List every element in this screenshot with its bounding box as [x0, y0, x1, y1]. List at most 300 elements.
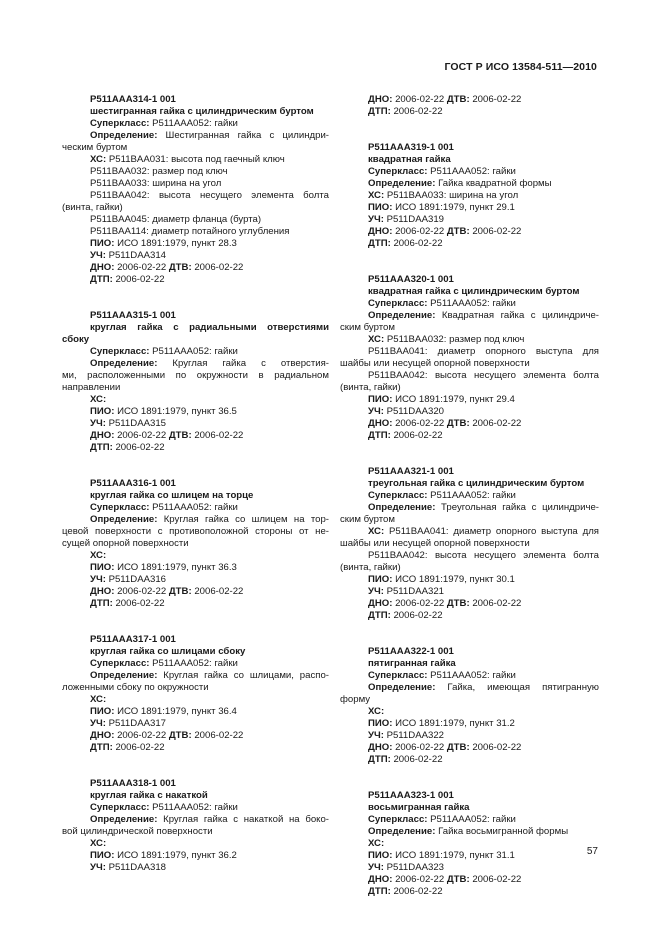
field-label: Определение:: [90, 130, 158, 141]
field-label: ДНО:: [90, 262, 115, 273]
field-value: 2006-02-22: [191, 586, 244, 597]
entry-line: [340, 274, 599, 286]
field-label: Суперкласс:: [368, 670, 428, 681]
field-label: ДТВ:: [446, 742, 470, 753]
entry-line: [62, 838, 329, 850]
field-value: 2006-02-22: [392, 226, 447, 237]
entry-line: [340, 754, 599, 766]
field-value: круглая гайка с накаткой: [90, 790, 208, 801]
entry-line: [340, 322, 599, 334]
field-value: Гайка восьмигранной формы: [435, 826, 569, 837]
entry-line: [340, 238, 599, 250]
field-label: ХС:: [368, 526, 385, 537]
entry-line: [340, 514, 599, 526]
left-column: [62, 94, 329, 898]
field-label: ДТП:: [368, 886, 391, 897]
field-label: УЧ:: [368, 406, 384, 417]
entry-line: [340, 658, 599, 670]
entry-line: [62, 358, 329, 370]
field-value: P511AAA315-1 001: [90, 310, 176, 321]
field-value: P511AAA319-1 001: [368, 142, 454, 153]
entry-line: [340, 418, 599, 430]
field-value: 2006-02-22: [114, 262, 169, 273]
field-value: Гайка, имеющая пятигранную: [435, 682, 599, 693]
field-value: P511BAA045: диаметр фланца (бурта): [90, 214, 262, 225]
entry-line: [340, 526, 599, 538]
entry-line: [62, 682, 329, 694]
field-label: УЧ:: [368, 730, 384, 741]
entry-line: [62, 442, 329, 454]
field-label: ДТП:: [368, 430, 391, 441]
field-value: P511AAA052: гайки: [149, 802, 238, 813]
field-value: пятигранная гайка: [368, 658, 456, 669]
field-value: P511DAA319: [383, 214, 444, 225]
entry-line: [62, 742, 329, 754]
entry-line: [340, 850, 599, 862]
field-value: P511DAA317: [105, 718, 166, 729]
entry-line: [62, 190, 329, 202]
field-label: ДНО:: [90, 586, 115, 597]
entry-line: [62, 166, 329, 178]
entry-line: [62, 94, 329, 106]
field-label: ДТВ:: [168, 586, 192, 597]
field-value: P511BAA042: высота несущего элемента болта: [368, 370, 599, 381]
entry-line: [340, 742, 599, 754]
field-value: ИСО 1891:1979, пункт 36.4: [114, 706, 237, 717]
field-value: P511BAA033: ширина на угол: [90, 178, 222, 189]
field-value: сбоку: [62, 334, 90, 345]
field-label: УЧ:: [90, 862, 106, 873]
field-value: ИСО 1891:1979, пункт 28.3: [114, 238, 237, 249]
entry-line: [340, 610, 599, 622]
entry-line: [62, 118, 329, 130]
field-value: направлении: [62, 382, 121, 393]
entry-line: [62, 634, 329, 646]
entry-line: [62, 490, 329, 502]
entry-line: [340, 838, 599, 850]
field-label: Суперкласс:: [90, 502, 150, 513]
field-label: ПИО:: [90, 706, 115, 717]
field-value: 2006-02-22: [112, 274, 165, 285]
field-label: ДТП:: [368, 754, 391, 765]
field-value: P511AAA052: гайки: [149, 118, 238, 129]
field-label: Определение:: [368, 682, 436, 693]
field-label: Определение:: [368, 178, 436, 189]
field-value: P511BAA114: диаметр потайного углубления: [90, 226, 290, 237]
field-label: УЧ:: [368, 214, 384, 225]
entry-line: [62, 406, 329, 418]
entry-line: [62, 430, 329, 442]
field-value: ИСО 1891:1979, пункт 36.5: [114, 406, 237, 417]
field-value: 2006-02-22: [191, 430, 244, 441]
entry-line: [340, 94, 599, 106]
entry-line: [340, 154, 599, 166]
entry-line: [62, 238, 329, 250]
field-value: 2006-02-22: [112, 598, 165, 609]
field-label: Суперкласс:: [90, 802, 150, 813]
field-value: 2006-02-22: [114, 430, 169, 441]
field-value: 2006-02-22: [112, 742, 165, 753]
catalog-entry: [340, 94, 599, 118]
field-value: шайбы или несущей опорной поверхности: [340, 358, 530, 369]
field-label: Суперкласс:: [90, 118, 150, 129]
field-value: P511BAA042: высота несущего элемента болта: [368, 550, 599, 561]
field-value: 2006-02-22: [469, 418, 522, 429]
entry-line: [62, 694, 329, 706]
entry-line: [62, 862, 329, 874]
field-label: ПИО:: [368, 718, 393, 729]
field-value: P511BAA041: диаметр опорного выступа для: [368, 346, 599, 357]
catalog-entry: [340, 142, 599, 250]
field-value: P511BAA031: высота под гаечный ключ: [106, 154, 285, 165]
field-label: ДНО:: [368, 874, 393, 885]
entry-line: [340, 178, 599, 190]
field-value: Гайка квадратной формы: [435, 178, 552, 189]
field-value: Круглая гайка со шлицем на тор-: [157, 514, 329, 525]
entry-line: [62, 394, 329, 406]
field-label: ХС:: [90, 838, 107, 849]
field-value: P511AAA052: гайки: [427, 298, 516, 309]
field-label: Определение:: [368, 826, 436, 837]
field-label: Определение:: [90, 670, 158, 681]
field-value: 2006-02-22: [392, 874, 447, 885]
entry-line: [62, 502, 329, 514]
field-label: УЧ:: [368, 586, 384, 597]
field-value: цевой поверхности с противоположной стороны от не-: [62, 526, 329, 537]
field-label: ДНО:: [368, 742, 393, 753]
catalog-entry: [340, 466, 599, 622]
entry-line: [62, 718, 329, 730]
entry-line: [340, 814, 599, 826]
field-value: ИСО 1891:1979, пункт 29.4: [392, 394, 515, 405]
field-value: P511DAA315: [105, 418, 166, 429]
entry-line: [62, 106, 329, 118]
entry-line: [340, 706, 599, 718]
field-value: 2006-02-22: [390, 886, 443, 897]
field-value: 2006-02-22: [469, 874, 522, 885]
entry-line: [62, 574, 329, 586]
field-label: ХС:: [368, 190, 385, 201]
entry-line: [62, 826, 329, 838]
field-value: шайбы или несущей опорной поверхности: [340, 538, 530, 549]
field-value: P511AAA052: гайки: [427, 670, 516, 681]
field-value: P511DAA318: [105, 862, 166, 873]
field-value: P511AAA052: гайки: [149, 346, 238, 357]
entry-line: [340, 502, 599, 514]
entry-line: [62, 418, 329, 430]
field-value: P511DAA316: [105, 574, 166, 585]
field-label: ПИО:: [368, 574, 393, 585]
entry-line: [62, 550, 329, 562]
field-value: Треугольная гайка с цилиндриче-: [435, 502, 599, 513]
field-value: P511AAA320-1 001: [368, 274, 454, 285]
field-value: P511AAA052: гайки: [427, 166, 516, 177]
field-label: ДТВ:: [446, 226, 470, 237]
field-label: ХС:: [368, 334, 385, 345]
entry-line: [340, 886, 599, 898]
entry-line: [340, 802, 599, 814]
entry-line: [62, 478, 329, 490]
field-label: УЧ:: [90, 418, 106, 429]
entry-line: [62, 130, 329, 142]
field-label: ПИО:: [90, 238, 115, 249]
entry-line: [62, 646, 329, 658]
catalog-entry: [62, 478, 329, 610]
entry-line: [62, 730, 329, 742]
field-label: ПИО:: [90, 562, 115, 573]
field-value: P511DAA314: [105, 250, 166, 261]
field-label: ДТВ:: [446, 598, 470, 609]
field-label: ДНО:: [90, 730, 115, 741]
field-value: ческим буртом: [62, 142, 128, 153]
entry-line: [62, 250, 329, 262]
entry-line: [340, 226, 599, 238]
entry-line: [340, 358, 599, 370]
entry-line: [62, 370, 329, 382]
field-value: (винта, гайки): [340, 382, 401, 393]
field-label: УЧ:: [90, 718, 106, 729]
field-value: 2006-02-22: [390, 106, 443, 117]
entry-line: [340, 538, 599, 550]
entry-line: [62, 178, 329, 190]
field-value: восьмигранная гайка: [368, 802, 470, 813]
entry-line: [340, 826, 599, 838]
field-value: P511AAA052: гайки: [149, 502, 238, 513]
field-label: ДТП:: [368, 610, 391, 621]
field-value: (винта, гайки): [340, 562, 401, 573]
field-label: ХС:: [368, 838, 385, 849]
entry-line: [62, 154, 329, 166]
field-value: P511DAA322: [383, 730, 444, 741]
field-value: 2006-02-22: [469, 742, 522, 753]
entry-line: [340, 682, 599, 694]
field-value: P511DAA320: [383, 406, 444, 417]
entry-line: [340, 478, 599, 490]
entry-line: [62, 706, 329, 718]
field-value: P511BAA042: высота несущего элемента болта: [90, 190, 329, 201]
entry-line: [340, 430, 599, 442]
field-value: ми, расположенными по окружности в радиальном: [62, 370, 329, 381]
entry-line: [340, 550, 599, 562]
field-label: ПИО:: [368, 202, 393, 213]
field-label: ДТП:: [90, 742, 113, 753]
entry-line: [62, 346, 329, 358]
entry-line: [62, 274, 329, 286]
field-value: P511BAA041: диаметр опорного выступа для: [384, 526, 599, 537]
entry-line: [340, 490, 599, 502]
field-label: ДТП:: [90, 598, 113, 609]
document-header: ГОСТ Р ИСО 13584-511—2010: [444, 61, 597, 73]
entry-line: [340, 646, 599, 658]
field-value: шестигранная гайка с цилиндрическим буртом: [90, 106, 314, 117]
entry-line: [340, 190, 599, 202]
field-value: 2006-02-22: [191, 262, 244, 273]
field-value: 2006-02-22: [392, 418, 447, 429]
field-value: Квадратная гайка с цилиндриче-: [435, 310, 599, 321]
field-value: 2006-02-22: [390, 610, 443, 621]
field-value: круглая гайка со шлицем на торце: [90, 490, 254, 501]
field-label: Суперкласс:: [90, 658, 150, 669]
field-value: P511AAA314-1 001: [90, 94, 176, 105]
field-value: (винта, гайки): [62, 202, 123, 213]
field-value: вой цилиндрической поверхности: [62, 826, 213, 837]
entry-line: [340, 874, 599, 886]
field-value: ИСО 1891:1979, пункт 36.3: [114, 562, 237, 573]
entry-line: [62, 670, 329, 682]
entry-line: [340, 406, 599, 418]
entry-line: [340, 382, 599, 394]
field-label: ДТВ:: [446, 874, 470, 885]
entry-line: [340, 790, 599, 802]
field-label: УЧ:: [368, 862, 384, 873]
field-label: ХС:: [90, 694, 107, 705]
entry-line: [62, 802, 329, 814]
field-value: 2006-02-22: [390, 430, 443, 441]
entry-line: [340, 202, 599, 214]
entry-line: [62, 778, 329, 790]
field-value: 2006-02-22: [191, 730, 244, 741]
page-number: 57: [586, 846, 598, 857]
entry-line: [62, 322, 329, 334]
field-value: ИСО 1891:1979, пункт 31.2: [392, 718, 515, 729]
field-label: Суперкласс:: [368, 166, 428, 177]
field-label: ДТП:: [368, 106, 391, 117]
field-value: 2006-02-22: [112, 442, 165, 453]
field-value: P511AAA052: гайки: [427, 814, 516, 825]
field-value: P511AAA317-1 001: [90, 634, 176, 645]
entry-line: [340, 166, 599, 178]
entry-line: [340, 142, 599, 154]
field-label: Суперкласс:: [90, 346, 150, 357]
field-label: ПИО:: [368, 850, 393, 861]
catalog-entry: [62, 778, 329, 874]
field-label: УЧ:: [90, 574, 106, 585]
entry-line: [340, 466, 599, 478]
field-label: ДНО:: [368, 418, 393, 429]
field-label: Суперкласс:: [368, 814, 428, 825]
field-value: форму: [340, 694, 371, 705]
field-label: ДТВ:: [168, 430, 192, 441]
field-value: Шестигранная гайка с цилиндри-: [157, 130, 329, 141]
field-value: 2006-02-22: [469, 94, 522, 105]
field-value: квадратная гайка: [368, 154, 451, 165]
field-label: Определение:: [90, 814, 158, 825]
entry-line: [62, 202, 329, 214]
entry-line: [62, 262, 329, 274]
field-value: 2006-02-22: [114, 586, 169, 597]
field-label: ДТВ:: [446, 418, 470, 429]
field-label: УЧ:: [90, 250, 106, 261]
field-label: ДТП:: [90, 274, 113, 285]
field-value: 2006-02-22: [392, 598, 447, 609]
catalog-entry: [340, 646, 599, 766]
entry-line: [340, 574, 599, 586]
catalog-entry: [340, 790, 599, 898]
entry-line: [62, 814, 329, 826]
entry-line: [340, 286, 599, 298]
field-value: ИСО 1891:1979, пункт 29.1: [392, 202, 515, 213]
entry-line: [62, 538, 329, 550]
entry-line: [62, 562, 329, 574]
field-label: ДТП:: [368, 238, 391, 249]
field-label: ДНО:: [90, 430, 115, 441]
entry-line: [340, 370, 599, 382]
field-label: ДТВ:: [168, 262, 192, 273]
field-label: Суперкласс:: [368, 298, 428, 309]
field-value: 2006-02-22: [390, 238, 443, 249]
field-value: P511DAA323: [383, 862, 444, 873]
field-value: P511BAA032: размер под ключ: [90, 166, 228, 177]
field-label: ПИО:: [90, 850, 115, 861]
field-value: ИСО 1891:1979, пункт 36.2: [114, 850, 237, 861]
entry-line: [62, 790, 329, 802]
field-value: ложенными сбоку по окружности: [62, 682, 209, 693]
field-label: ХС:: [90, 550, 107, 561]
entry-line: [340, 214, 599, 226]
field-label: Определение:: [368, 502, 436, 513]
entry-line: [62, 382, 329, 394]
entry-line: [62, 334, 329, 346]
field-value: P511AAA323-1 001: [368, 790, 454, 801]
field-value: P511AAA052: гайки: [149, 658, 238, 669]
field-value: круглая гайка со шлицами сбоку: [90, 646, 246, 657]
field-label: ДТП:: [90, 442, 113, 453]
field-label: ДНО:: [368, 598, 393, 609]
entry-line: [62, 514, 329, 526]
field-value: P511AAA052: гайки: [427, 490, 516, 501]
field-value: 2006-02-22: [392, 742, 447, 753]
entry-line: [340, 730, 599, 742]
entry-line: [340, 310, 599, 322]
entry-line: [340, 334, 599, 346]
field-value: P511BAA032: размер под ключ: [384, 334, 525, 345]
field-value: Круглая гайка со шлицами, распо-: [157, 670, 329, 681]
field-value: 2006-02-22: [390, 754, 443, 765]
field-value: квадратная гайка с цилиндрическим буртом: [368, 286, 580, 297]
field-value: Круглая гайка с накаткой на боко-: [157, 814, 329, 825]
entry-line: [62, 850, 329, 862]
entry-line: [340, 862, 599, 874]
field-value: ИСО 1891:1979, пункт 30.1: [392, 574, 515, 585]
field-value: 2006-02-22: [469, 226, 522, 237]
entry-line: [62, 214, 329, 226]
entry-line: [340, 394, 599, 406]
catalog-entry: [340, 274, 599, 442]
catalog-entry: [62, 310, 329, 454]
entry-line: [62, 526, 329, 538]
entry-line: [62, 658, 329, 670]
field-value: ским буртом: [340, 514, 395, 525]
field-label: Определение:: [90, 358, 158, 369]
field-label: ХС:: [368, 706, 385, 717]
catalog-entry: [62, 94, 329, 286]
entry-line: [340, 346, 599, 358]
field-label: Определение:: [90, 514, 158, 525]
field-value: Круглая гайка с отверстия-: [157, 358, 329, 369]
entry-line: [340, 694, 599, 706]
field-value: 2006-02-22: [469, 598, 522, 609]
entry-line: [340, 598, 599, 610]
field-value: P511BAA033: ширина на угол: [384, 190, 519, 201]
entry-line: [340, 298, 599, 310]
field-value: сущей опорной поверхности: [62, 538, 189, 549]
entry-line: [340, 586, 599, 598]
field-label: ПИО:: [90, 406, 115, 417]
entry-line: [62, 598, 329, 610]
field-value: P511AAA322-1 001: [368, 646, 454, 657]
catalog-entry: [62, 634, 329, 754]
field-label: ДТВ:: [168, 730, 192, 741]
